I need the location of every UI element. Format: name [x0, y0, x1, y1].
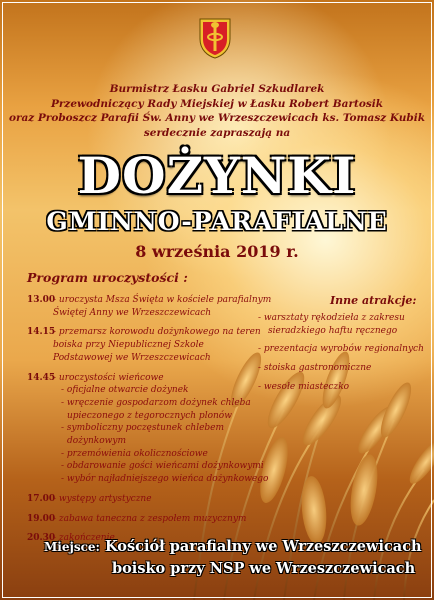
intro-line-council: Przewodniczący Rady Miejskiej w Łasku Robert Bartosik	[50, 97, 384, 110]
attraction-item	[258, 362, 430, 375]
attractions-heading: Inne atrakcje:	[330, 294, 417, 307]
program-time: 17.00	[27, 493, 56, 504]
program-list	[27, 294, 277, 545]
program-item	[27, 493, 277, 506]
attractions-list	[258, 312, 430, 400]
program-desc-line: - uroczystości wieńcowe	[53, 372, 164, 383]
intro-line-mayor: Burmistrz Łasku Gabriel Szkudlarek	[109, 83, 325, 95]
venue-church: Kościół parafialny we Wrzeszczewicach	[105, 538, 422, 555]
program-desc-line: Świętej Anny we Wrzeszczewicach	[53, 307, 212, 318]
program-desc-line: Podstawowej we Wrzeszczewicach	[53, 352, 211, 363]
program-desc-line: - wybór najładniejszego wieńca dożynkowego	[61, 474, 269, 485]
program-item	[27, 513, 277, 526]
town-coat-of-arms-icon	[198, 17, 232, 59]
program-desc-line: upieczonego z tegorocznych plonów	[67, 410, 232, 421]
program-desc-line: - przemówienia okolicznościowe	[61, 448, 208, 459]
program-time: 20.30	[27, 533, 56, 544]
program-desc-line: - zabawa taneczna z zespołem muzycznym	[53, 513, 247, 524]
program-desc-line: - oficjalne otwarcie dożynek	[61, 385, 189, 396]
attraction-line: - wesołe miasteczko	[258, 381, 350, 392]
attraction-line: - prezentacja wyrobów regionalnych	[258, 344, 424, 355]
attraction-line: - warsztaty rękodzieła z zakresu	[258, 313, 405, 323]
program-desc-line: - wręczenie gospodarzom dożynek chleba	[61, 397, 251, 408]
program-desc-line: - przemarsz korowodu dożynkowego na teren	[53, 327, 261, 338]
program-desc-line: - występy artystyczne	[53, 493, 152, 504]
attraction-item	[258, 381, 430, 394]
intro-line-invite: serdecznie zapraszają na	[143, 126, 291, 139]
program-desc-line: boiska przy Niepublicznej Szkole	[53, 340, 204, 351]
program-time: 14.45	[27, 372, 56, 383]
program-item	[27, 372, 277, 486]
attraction-line: - stoiska gastronomiczne	[258, 363, 372, 374]
program-desc-line: - zakończenie	[53, 533, 115, 544]
attraction-item	[258, 312, 430, 337]
program-time: 19.00	[27, 513, 56, 524]
program-time: 13.00	[27, 295, 56, 305]
event-title: DOŻYNKI	[77, 146, 357, 205]
intro-line-parish: oraz Proboszcz Parafii Św. Anny we Wrzeszczewicach ks. Tomasz Kubik	[8, 112, 426, 124]
program-item	[27, 326, 277, 364]
attraction-item	[258, 343, 430, 356]
venue-line-1	[0, 538, 434, 555]
venue-label: Miejsce:	[44, 540, 100, 554]
program-desc-line: - symboliczny poczęstunek chlebem	[61, 423, 225, 434]
attraction-line: sieradzkiego haftu ręcznego	[268, 325, 398, 336]
event-subtitle: GMINNO-PARAFIALNE	[46, 207, 388, 236]
event-date: 8 września 2019 r.	[135, 242, 299, 261]
program-heading: Program uroczystości :	[27, 270, 188, 285]
program-item	[27, 294, 277, 319]
organizers-intro	[0, 82, 434, 140]
program-desc-line: - obdarowanie gości wieńcami dożynkowymi	[61, 461, 264, 472]
program-time: 14.15	[27, 327, 56, 338]
program-desc-line: dożynkowym	[67, 436, 126, 447]
program-desc-line: - uroczysta Msza Święta w kościele parafialnym	[53, 295, 272, 305]
venue-line-2: boisko przy NSP we Wrzeszczewicach	[112, 560, 416, 577]
